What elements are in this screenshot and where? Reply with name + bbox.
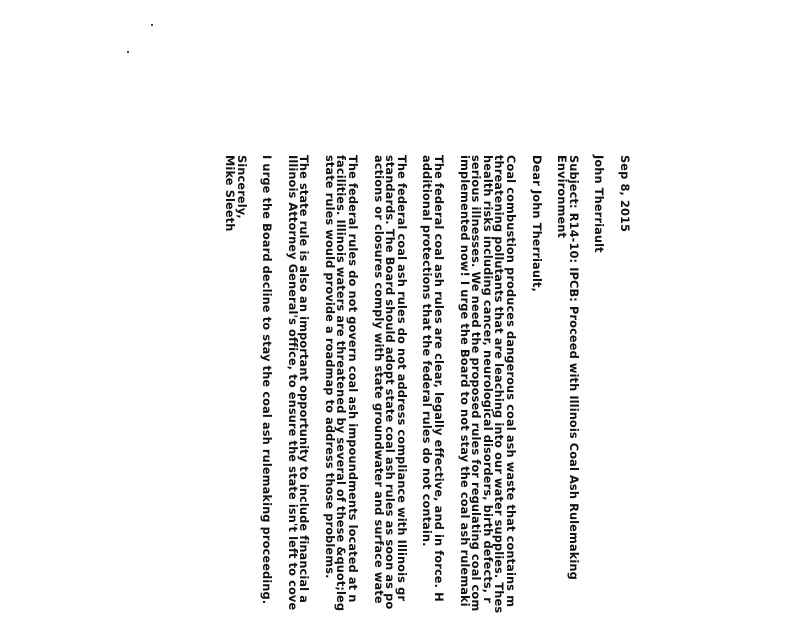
scan-speck xyxy=(127,51,129,53)
rotated-letter xyxy=(223,155,630,618)
paragraph-line: The federal rules do not govern coal ash impoundments located at n xyxy=(346,155,361,603)
paragraph-line: standards. The Board should adopt state coal ash rules as soon as po xyxy=(383,155,398,610)
paragraph-line: The federal coal ash rules are clear, legally effective, and in force. H xyxy=(432,155,447,602)
paragraph-line: implemented now! I urge the Board to not stay the coal ash rulemaki xyxy=(457,155,472,607)
paragraph-3 xyxy=(372,155,407,618)
letter-signature: Mike Sleeth xyxy=(222,155,237,232)
paragraph-4 xyxy=(322,155,361,618)
letter-salutation: Dear John Therriault, xyxy=(529,155,544,293)
paragraph-line: The state rule is also an important opportunity to include financial a xyxy=(297,155,312,604)
paragraph-line: I urge the Board decline to stay the coal ash rulemaking proceeding. xyxy=(260,155,275,605)
paragraph-6 xyxy=(261,155,273,618)
paragraph-line: facilities. Illinois waters are threatened by several of these &quot;leg xyxy=(334,155,349,612)
paragraph-line: serious illnesses. We need the proposed rules for regulating coal com xyxy=(469,155,484,612)
scan-speck xyxy=(151,24,153,26)
paragraph-line: health risks including cancer, neurological disorders, birth defects, r xyxy=(480,155,495,603)
letter-date: Sep 8, 2015 xyxy=(618,155,632,233)
paragraph-line: Coal combustion produces dangerous coal ash waste that contains m xyxy=(504,155,519,608)
paragraph-line: actions or closures comply with state groundwater and surface wate xyxy=(371,155,386,604)
letter-subject-continued: Environment xyxy=(555,155,570,239)
paragraph-line: Illinois Attorney General's office, to ensure the state isn't left to cove xyxy=(285,155,300,611)
letter-closing: Sincerely, xyxy=(234,155,249,219)
paragraph-line: threatening pollutants that are leaching into our water supplies. Thes xyxy=(492,155,507,614)
paragraph-line: state rules would provide a roadmap to address those problems. xyxy=(322,155,337,579)
paragraph-1 xyxy=(457,155,519,618)
paragraph-2 xyxy=(420,155,447,618)
letter-recipient: John Therriault xyxy=(592,155,607,253)
paragraph-line: The federal coal ash rules do not address compliance with Illinois gr xyxy=(394,155,409,602)
letter-subject: Subject: R14-10: IPCB: Proceed with Illinois Coal Ash Rulemaking xyxy=(566,155,581,580)
paragraph-5 xyxy=(285,155,312,618)
paragraph-line: additional protections that the federal rules do not contain. xyxy=(420,155,435,547)
